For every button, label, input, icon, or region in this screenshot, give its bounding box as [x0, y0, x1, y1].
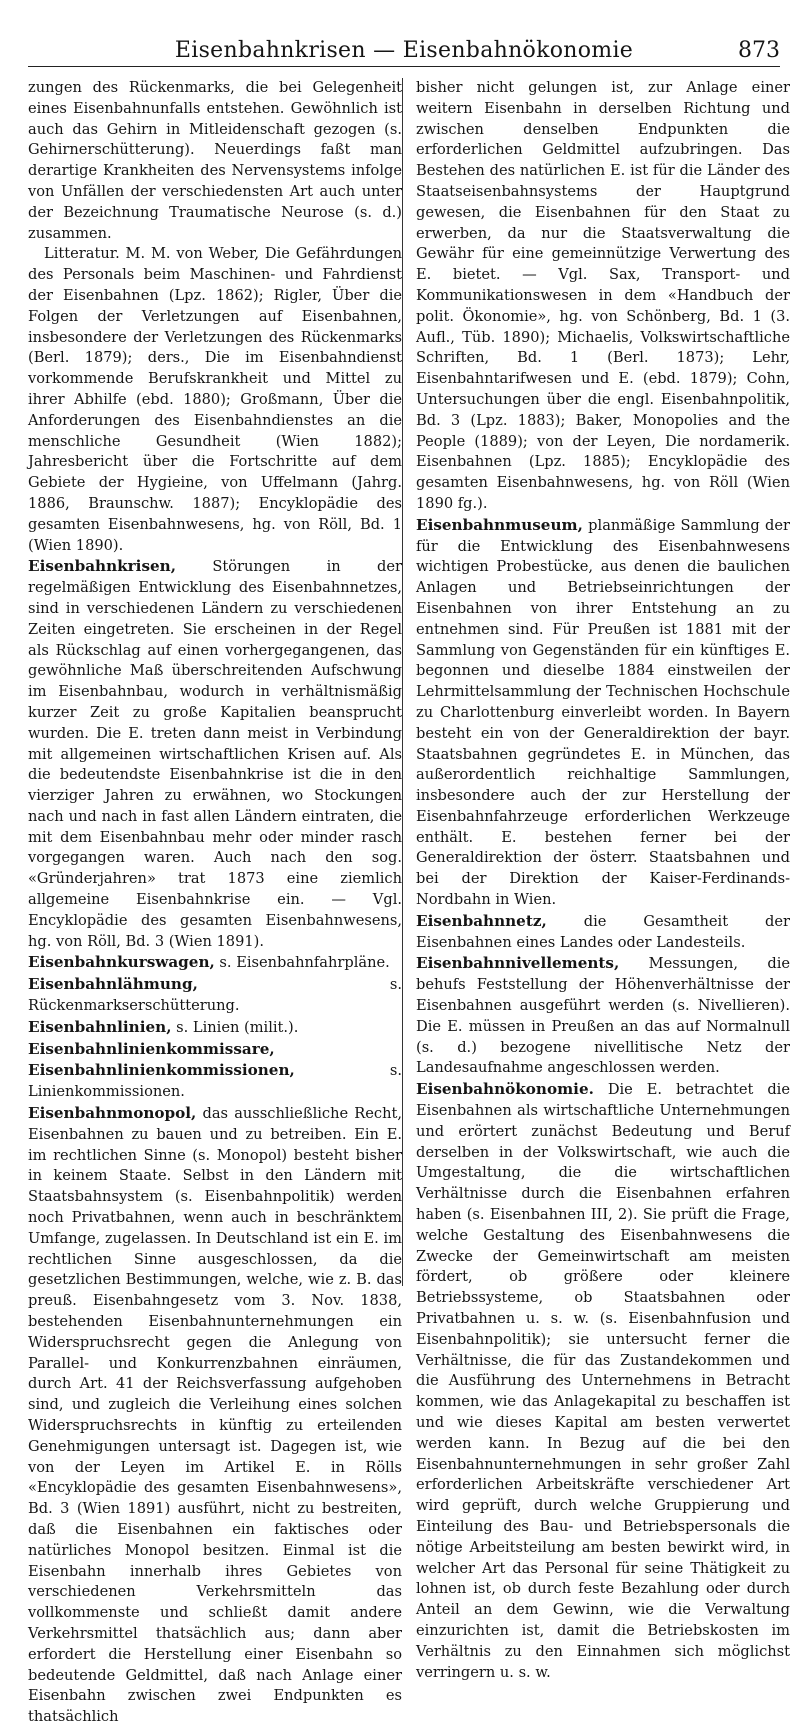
- entry-keyword: Eisenbahnnivellements,: [416, 954, 620, 973]
- entry-keyword: Eisenbahnlinien,: [28, 1017, 172, 1036]
- entry: [416, 911, 790, 954]
- entry: [28, 974, 402, 1017]
- entry-text: s. Eisenbahnfahrpläne.: [214, 954, 390, 972]
- entry-keyword: Eisenbahnmonopol,: [28, 1104, 197, 1123]
- entry-keyword: Eisenbahnkurswagen,: [28, 953, 215, 972]
- entry: [28, 952, 402, 974]
- entry: [28, 1103, 402, 1728]
- entry: [28, 556, 402, 952]
- entry-keyword: Eisenbahnnetz,: [416, 911, 547, 930]
- entry-text: s. Rückenmarkserschütterung.: [28, 976, 402, 1015]
- entry-text: Litteratur. M. M. von Weber, Die Gefährdungen des Personals beim Maschinen- und Fahrdienst der Eisenbahnen (Lpz. 1862); Rigler, Über die Folgen der Verletzungen auf Eisenbahnen, insbesondere der Verletzungen des Rückenmarks (Berl. 1879); ders., Die im Eisenbahndienst vorkommende Berufskrankheit und Mittel zu ihrer Abhilfe (ebd. 1880); Großmann, Über die Anforderungen des Eisenbahndienstes an die menschliche Gesundheit (Wien 1882); Jahresbericht über die Fortschritte auf dem Gebiete der Hygieine, von Uffelmann (Jahrg. 1886, Braunschw. 1887); Encyklopädie des gesamten Eisenbahnwesens, hg. von Röll, Bd. 1 (Wien 1890).: [28, 245, 402, 554]
- column-divider: [402, 78, 403, 1286]
- entry: [416, 515, 790, 911]
- entry-text: Messungen, die behufs Feststellung der Höhenverhältnisse der Eisenbahnen ausgeführt werden (s. Nivellieren). Die E. müssen in Preußen an das auf Normalnull (s. d.) bezogene nivellitische Netz der Landesaufnahme angeschlossen werden.: [416, 955, 790, 1077]
- page-number: 873: [738, 38, 780, 63]
- entry-text: die Gesamtheit der Eisenbahnen eines Landes oder Landesteils.: [416, 912, 790, 951]
- entry-text: zungen des Rückenmarks, die bei Gelegenheit eines Eisenbahnunfalls entstehen. Gewöhnlich ist auch das Gehirn in Mitleidenschaft gezogen (s. Gehirnerschütterung). Neuerdings faßt man derartige Krankheiten des Nervensystems infolge von Unfällen der verschiedensten Art auch unter der Bezeichnung Traumatische Neurose (s. d.) zusammen.: [28, 79, 402, 242]
- paragraph: [416, 78, 790, 515]
- paragraph: [28, 244, 402, 556]
- entry-keyword: Eisenbahnmuseum,: [416, 515, 583, 534]
- entry-keyword: Eisenbahnlähmung,: [28, 975, 198, 994]
- entry-keyword: Eisenbahnlinienkommissare, Eisenbahnlinienkommissionen,: [28, 1039, 295, 1080]
- entry: [416, 1079, 790, 1683]
- entry-text: Störungen in der regelmäßigen Entwicklung des Eisenbahnnetzes, sind in verschiedenen Ländern zu verschiedenen Zeiten eingetreten. Sie erscheinen in der Regel als Rückschlag auf einen vorhergegangenen, das gewöhnliche Maß überschreitenden Aufschwung im Eisenbahnbau, wodurch in verhältnismäßig kurzer Zeit zu große Kapitalien beansprucht wurden. Die E. treten dann meist in Verbindung mit allgemeinen wirtschaftlichen Krisen auf. Als die bedeutendste Eisenbahnkrise ist die in den vierziger Jahren zu erwähnen, wo Stockungen nach und nach in fast allen Ländern eintraten, die mit dem Eisenbahnbau mehr oder minder rasch vorgegangen waren. Auch nach den sog. «Gründerjahren» trat 1873 eine ziemlich allgemeine Eisenbahnkrise ein. — Vgl. Encyklopädie des gesamten Eisenbahnwesens, hg. von Röll, Bd. 3 (Wien 1891).: [28, 558, 402, 950]
- entry: [416, 953, 790, 1079]
- entry: [28, 1039, 402, 1103]
- right-column: [416, 78, 790, 1681]
- entry-text: Die E. betrachtet die Eisenbahnen als wirtschaftliche Unternehmungen und erörtert zunächst Bedeutung und Beruf derselben in der Volkswirtschaft, wie auch die Umgestaltung, die die wirtschaftlichen Verhältnisse durch die Eisenbahnen erfahren haben (s. Eisenbahnen III, 2). Sie prüft die Frage, welche Gestaltung des Eisenbahnwesens die Zwecke der Gemeinwirtschaft am meisten fördert, ob größere oder kleinere Betriebssysteme, ob Staatsbahnen oder Privatbahnen u. s. w. (s. Eisenbahnfusion und Eisenbahnpolitik); sie untersucht ferner die Verhältnisse, die für das Zustandekommen und die Ausführung des Unternehmens in Betracht kommen, wie das Anlagekapital zu beschaffen ist und wie dieses Kapital am besten verwertet werden kann. In Bezug auf die bei den Eisenbahnunternehmungen in sehr großer Zahl erforderlichen Arbeitskräfte verschiedener Art wird geprüft, durch welche Gruppierung und Einteilung des Bau- und Betriebspersonals die nötige Arbeitsteilung am besten bewirkt wird, in welcher Art das Personal für seine Thätigkeit zu lohnen ist, ob durch feste Bezahlung oder durch Anteil an dem Gewinn, wie die Verwaltung einzurichten ist, damit die Betriebskosten im Verhältnis zu den Einnahmen sich möglichst verringern u. s. w.: [416, 1081, 790, 1681]
- entry-text: s. Linien (milit.).: [171, 1018, 299, 1036]
- entry-text: planmäßige Sammlung der für die Entwicklung des Eisenbahnwesens wichtigen Probestücke, aus denen die baulichen Anlagen und Betriebseinrichtungen der Eisenbahnen von ihrer Entstehung an zu entnehmen sind. Für Preußen ist 1881 mit der Sammlung von Gegenständen für ein künftiges E. begonnen und dieselbe 1884 einstweilen der Lehrmittelsammlung der Technischen Hochschule zu Charlottenburg einverleibt worden. In Bayern besteht ein von der Generaldirektion der bayr. Staatsbahnen gegründetes E. in München, das außerordentlich reichhaltige Sammlungen, insbesondere auch der zur Herstellung der Eisenbahnfahrzeuge erforderlichen Werkzeuge enthält. E. bestehen ferner bei der Generaldirektion der österr. Staatsbahnen und bei der Direktion der Kaiser-Ferdinands-Nordbahn in Wien.: [416, 516, 790, 909]
- left-column: [28, 78, 402, 1726]
- entry-keyword: Eisenbahnökonomie.: [416, 1080, 594, 1099]
- entry-keyword: Eisenbahnkrisen,: [28, 557, 176, 576]
- entry-text: bisher nicht gelungen ist, zur Anlage einer weitern Eisenbahn in derselben Richtung und zwischen denselben Endpunkten die erforderlichen Geldmittel aufzubringen. Das Bestehen des natürlichen E. ist für die Länder des Staatseisenbahnsystems der Hauptgrund gewesen, die Eisenbahnen für den Staat zu erwerben, da nur die Staatsverwaltung die Gewähr für eine gemeinnützige Verwertung des E. bietet. — Vgl. Sax, Transport- und Kommunikationswesen in dem «Handbuch der polit. Ökonomie», hg. von Schönberg, Bd. 1 (3. Aufl., Tüb. 1890); Michaelis, Volkswirtschaftliche Schriften, Bd. 1 (Berl. 1873); Lehr, Eisenbahntarifwesen und E. (ebd. 1879); Cohn, Untersuchungen über die engl. Eisenbahnpolitik, Bd. 3 (Lpz. 1883); Baker, Monopolies and the People (1889); von der Leyen, Die nordamerik. Eisenbahnen (Lpz. 1885); Encyklopädie des gesamten Eisenbahnwesens, hg. von Röll (Wien 1890 fg.).: [416, 79, 790, 512]
- running-title: Eisenbahnkrisen — Eisenbahnökonomie: [174, 38, 634, 63]
- entry: [28, 1017, 402, 1039]
- paragraph: [28, 78, 402, 244]
- entry-text: s. Linienkommissionen.: [28, 1062, 402, 1101]
- page-header: [28, 22, 780, 67]
- entry-text: das ausschließliche Recht, Eisenbahnen zu bauen und zu betreiben. Ein E. im rechtlichen Sinne (s. Monopol) besteht bisher in keinem Staate. Selbst in den Ländern mit Staatsbahnsystem (s. Eisenbahnpolitik) werden noch Privatbahnen, wenn auch in beschränktem Umfange, zugelassen. In Deutschland ist ein E. im rechtlichen Sinne ausgeschlossen, da die gesetzlichen Bestimmungen, welche, wie z. B. das preuß. Eisenbahngesetz vom 3. Nov. 1838, bestehenden Eisenbahnunternehmungen ein Widerspruchsrecht gegen die Anlegung von Parallel- und Konkurrenzbahnen einräumen, durch Art. 41 der Reichsverfassung aufgehoben sind, und zugleich die Verleihung eines solchen Widerspruchsrechts in künftig zu erteilenden Genehmigungen untersagt ist. Dagegen ist, wie von der Leyen im Artikel E. in Rölls «Encyklopädie des gesamten Eisenbahnwesens», Bd. 3 (Wien 1891) ausführt, nicht zu bestreiten, daß die Eisenbahnen ein faktisches oder natürliches Monopol besitzen. Einmal ist die Eisenbahn innerhalb ihres Gebietes von verschiedenen Verkehrsmitteln das vollkommenste und schließt damit andere Verkehrsmittel thatsächlich aus; dann aber erfordert die Herstellung einer Eisenbahn so bedeutende Geldmittel, daß nach Anlage einer Eisenbahn zwischen zwei Endpunkten es thatsächlich: [28, 1105, 402, 1726]
